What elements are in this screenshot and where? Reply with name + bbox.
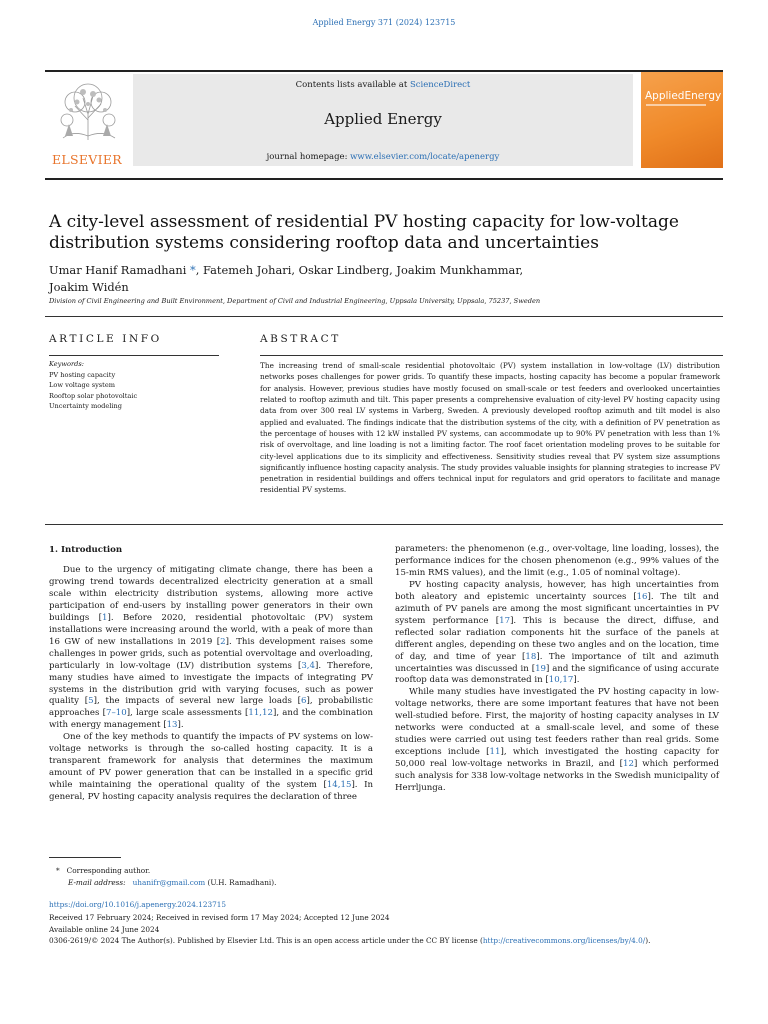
text-run: PV hosting capacity analysis, however, has high uncertainties from both aleatory and epistemic uncertainty sources [ xyxy=(395,579,719,602)
license-link[interactable]: http://creativecommons.org/licenses/by/4.0/ xyxy=(482,936,646,945)
text-run: ], the impacts of several new large loads [ xyxy=(93,696,302,707)
banner-bottom-rule xyxy=(45,178,723,180)
citation-link[interactable]: 3,4 xyxy=(301,660,315,671)
text-run: Due to the urgency of mitigating climate change, there has been a growing trend towards decentralized electricity generation at a small scale within electricity distribution systems, allowing more active participation of end-users by installing power generators in their own buildings [ xyxy=(49,565,373,623)
citation-link[interactable]: 13 xyxy=(166,720,178,731)
intro-paragraph-2-continued: parameters: the phenomenon (e.g., over-voltage, line loading, losses), the performance indices for the chosen phenomenon (e.g., 99% values of the 15-min RMS values), and the limit (e.g., 1.05 of nominal voltage). xyxy=(395,544,719,578)
text-run: ]. This development raises some challenges in power grids, such as potential overvoltage and overloading, particularly in low-voltage (LV) distribution systems [ xyxy=(49,636,373,671)
copyright-suffix: ). xyxy=(645,936,651,945)
keyword-item: Low voltage system xyxy=(49,381,115,390)
journal-info-box xyxy=(133,74,633,166)
citation-link[interactable]: 14,15 xyxy=(326,780,352,791)
citation-link[interactable]: 16 xyxy=(636,591,648,602)
citation-link[interactable]: 19 xyxy=(535,663,546,674)
keyword-list xyxy=(49,370,219,411)
email-suffix: (U.H. Ramadhani). xyxy=(205,878,277,887)
copyright-line xyxy=(49,936,739,945)
email-link[interactable]: uhanifr@gmail.com xyxy=(132,878,206,887)
email-label: E-mail address: xyxy=(68,878,126,887)
sciencedirect-link[interactable]: ScienceDirect xyxy=(409,80,471,90)
intro-paragraph-4 xyxy=(395,687,719,795)
elsevier-tree-icon xyxy=(53,80,123,142)
footnote-symbol: * xyxy=(56,866,60,875)
article-info-rule xyxy=(49,355,219,356)
doi-link[interactable]: https://doi.org/10.1016/j.apenergy.2024.123715 xyxy=(49,900,227,909)
text-run: ]. Before 2020, residential photovoltaic (PV) system installations were increasing around the world, with a peak of more than 16 GW of new installations in 2019 [ xyxy=(49,612,373,647)
text-run: ], which investigated the hosting capacity for 50,000 real low-voltage networks in Brazil, and [ xyxy=(395,747,720,770)
citation-link[interactable]: 6 xyxy=(301,696,307,707)
text-run: ]. The importance of tilt and azimuth uncertainties was discussed in [ xyxy=(395,651,719,674)
text-run: ], large scale assessments [ xyxy=(126,708,249,719)
email-note xyxy=(68,878,276,887)
citation-link[interactable]: 5 xyxy=(88,696,94,707)
author-names-rest: , Fatemeh Johari, Oskar Lindberg, Joakim Munkhammar, xyxy=(195,263,524,277)
right-column xyxy=(395,544,719,795)
citation-link[interactable]: 11 xyxy=(489,747,501,758)
text-run: ]. The tilt and azimuth of PV panels are among the most significant uncertainties in PV system performance [ xyxy=(395,591,719,626)
text-run: ], probabilistic approaches [ xyxy=(49,696,373,719)
citation-link[interactable]: 1 xyxy=(102,612,108,623)
abstract-text: The increasing trend of small-scale residential photovoltaic (PV) system installation in low-voltage (LV) distribution networks poses challenges for power grids. To quantify these impacts, hosting capacity has become a popular framework for analysis. However, previous studies have mostly focused on small-scale or test feeders and overlooked uncertainties related to rooftop azimuth and tilt. This paper presents a comprehensive evaluation of city-level PV hosting capacity using data from over 300 real LV systems in Varberg, Sweden. A previously developed rooftop azimuth and tilt model is also applied and evaluated. The findings indicate that the distribution systems of the city, with a definition of PV penetration as the percentage of houses with 12 kW installed PV systems, can accommodate up to 90% PV penetration with less than 1% risk of overvoltage, and line loading is not a limiting factor. The roof facet orientation modeling proves to be suitable for city-level applications due to its simplicity and effectiveness. Sensitivity studies reveal that PV system size assumptions significantly influence hosting capacity analysis. The study provides valuable insights for planning strategies to increase PV penetration in residential buildings and offers technical input for regulators and grid operators to facilitate and manage residential PV systems. xyxy=(260,361,720,495)
citation-link[interactable]: 2 xyxy=(220,636,226,647)
citation-link[interactable]: 17 xyxy=(499,615,511,626)
text-run: ]. xyxy=(177,720,184,731)
abstract-heading: ABSTRACT xyxy=(260,333,341,345)
text-run: One of the key methods to quantify the impacts of PV systems on low-voltage networks is through the so-called hosting capacity. It is a transparent framework for analysis that determines the maximum amount of PV power generation that can be installed in a specific grid while maintaining the operational quality of the system [ xyxy=(49,732,373,791)
homepage-line xyxy=(133,152,633,162)
text-run: ] and the significance of using accurate rooftop data was demonstrated in [ xyxy=(395,663,719,686)
cover-subtitle-bar xyxy=(646,104,706,106)
article-title: A city-level assessment of residential PV hosting capacity for low-voltage distribution systems considering rooftop data and uncertainties xyxy=(49,212,679,253)
contents-prefix: Contents lists available at xyxy=(295,80,410,90)
text-run: While many studies have investigated the PV hosting capacity in low-voltage networks, there are some important features that have not been well-studied before. First, the majority of hosting capacity analyses in LV networks were conducted at a small-scale level, and some of these studies were carried out using test feeders rather than real grids. Some exceptions include [ xyxy=(395,687,719,758)
corresponding-label: Corresponding author. xyxy=(66,866,151,875)
text-run: ]. In general, PV hosting capacity analysis requires the declaration of three xyxy=(49,780,373,803)
author-list xyxy=(49,262,719,296)
elsevier-wordmark: ELSEVIER xyxy=(51,152,122,167)
corresponding-author-note xyxy=(56,866,150,875)
homepage-prefix: journal homepage: xyxy=(266,152,351,162)
keyword-item: PV hosting capacity xyxy=(49,371,116,379)
affiliation-rule xyxy=(45,316,723,317)
citation-link[interactable]: 10,17 xyxy=(548,675,574,686)
abstract-bottom-rule xyxy=(45,524,723,525)
affiliation: Division of Civil Engineering and Built Environment, Department of Civil and Industrial Engineering, Uppsala University, Uppsala, 75237, Sweden xyxy=(49,297,541,305)
author-names-rest-line2: Joakim Widén xyxy=(49,280,129,294)
copyright-text: 0306-2619/© 2024 The Author(s). Published by Elsevier Ltd. This is an open access article under the CC BY license ( xyxy=(49,936,483,945)
journal-cover-thumbnail[interactable] xyxy=(641,72,723,168)
banner-top-rule xyxy=(45,70,723,72)
article-info-heading: ARTICLE INFO xyxy=(49,333,162,345)
homepage-link[interactable]: www.elsevier.com/locate/apenergy xyxy=(350,152,500,162)
citation-link[interactable]: 7–10 xyxy=(105,708,127,719)
left-column xyxy=(49,565,373,804)
journal-reference[interactable]: Applied Energy 371 (2024) 123715 xyxy=(312,18,456,27)
text-run: ]. This is because the direct, diffuse, and reflected solar radiation components hit the surface of the panels at different angles, depending on these two angles and on the location, time of day, and time of year [ xyxy=(395,615,720,662)
journal-banner xyxy=(45,70,723,168)
cover-title: AppliedEnergy xyxy=(645,90,722,102)
keyword-item: Rooftop solar photovoltaic xyxy=(49,391,138,400)
online-date: Available online 24 June 2024 xyxy=(49,925,160,934)
intro-paragraph-2 xyxy=(49,732,373,804)
text-run: ]. Therefore, many studies have aimed to investigate the impacts of integrating PV systems in the distribution grid with varying focuses, such as power quality [ xyxy=(49,660,373,707)
received-dates: Received 17 February 2024; Received in revised form 17 May 2024; Accepted 12 June 2024 xyxy=(49,913,390,922)
citation-link[interactable]: 12 xyxy=(623,759,634,770)
intro-paragraph-3 xyxy=(395,580,719,688)
author-name[interactable]: Umar Hanif Ramadhani xyxy=(49,263,187,277)
introduction-heading: 1. Introduction xyxy=(49,545,123,555)
text-run: ]. xyxy=(573,675,580,686)
text-run: ] which performed such analysis for 338 low-voltage networks in the Swedish municipality of Herrljunga. xyxy=(395,759,719,794)
journal-title: Applied Energy xyxy=(324,110,442,128)
footnote-rule xyxy=(49,857,121,858)
keywords-label: Keywords: xyxy=(49,360,84,368)
contents-line xyxy=(133,80,633,90)
publisher-logo[interactable] xyxy=(45,72,129,168)
keyword-item: Uncertainty modeling xyxy=(49,401,122,410)
intro-paragraph-1 xyxy=(49,565,373,732)
corresponding-author-marker[interactable]: * xyxy=(186,263,196,277)
text-run: ], and the combination with energy management [ xyxy=(49,708,373,731)
abstract-heading-rule xyxy=(260,355,723,356)
citation-link[interactable]: 18 xyxy=(525,651,537,662)
citation-link[interactable]: 11,12 xyxy=(248,708,273,719)
